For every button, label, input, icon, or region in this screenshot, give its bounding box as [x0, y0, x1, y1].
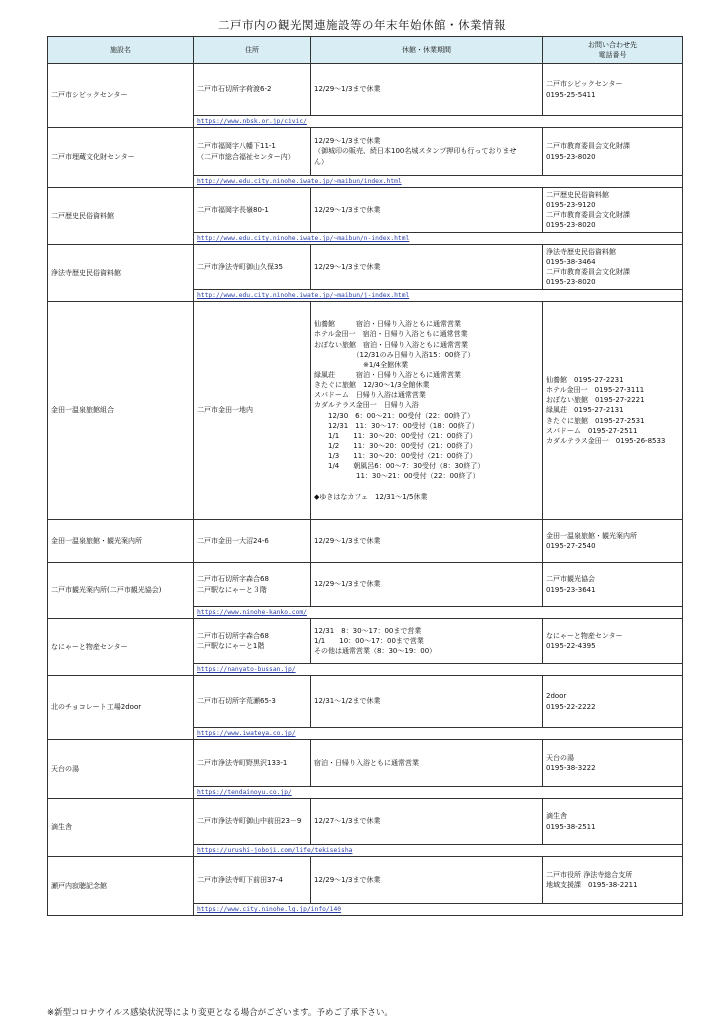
contact-line: 仙養館 0195-27-2231	[546, 376, 624, 384]
contact-line: 二戸市教育委員会文化財課	[546, 268, 630, 276]
cell-address	[194, 740, 311, 787]
contact-line: 0195-23-3641	[546, 585, 596, 594]
period-line: （御城印の販売、続日本100名城スタンプ押印も行っておりませ	[314, 147, 517, 156]
header-contact-line2: 電話番号	[598, 51, 627, 59]
address-line: 二戸市石切所字森合68	[197, 575, 269, 584]
period-line: 1/2 11：30～20：00受付（21：00終了）	[314, 441, 477, 450]
cell-period	[311, 676, 543, 728]
closure-table	[47, 36, 683, 916]
period-line: ◆ゆきはなカフェ 12/31～1/5休業	[314, 492, 428, 501]
address-line: 二戸市石切所字荒瀬65-3	[197, 697, 276, 706]
website-link[interactable]: https://www.ninohe-kanko.com/	[197, 609, 307, 616]
contact-line: 0195-27-2540	[546, 542, 596, 550]
header-address: 住所	[194, 37, 311, 64]
period-line: 12/29～1/3まで休業	[314, 536, 381, 545]
contact-line: なにゃーと物産センター	[546, 631, 623, 640]
url-cell	[194, 664, 683, 676]
period-line: 12/29～1/3まで休業	[314, 262, 381, 271]
facility-name: なにゃーと物産センター	[48, 619, 194, 676]
period-line: 仙養館 宿泊・日帰り入浴ともに通常営業	[314, 320, 461, 329]
period-line: 1/1 10：00～17：00まで営業	[314, 636, 424, 645]
period-line: 12/27～1/3まで休業	[314, 817, 381, 826]
contact-line: 地域支援課 0195-38-2211	[546, 881, 638, 889]
period-line: ※1/4全館休業	[314, 360, 409, 369]
url-cell	[194, 176, 683, 188]
contact-line: 0195-38-3222	[546, 764, 596, 772]
period-line: おぼない旅館 宿泊・日帰り入浴ともに通常営業	[314, 340, 468, 349]
contact-line: 二戸市シビックセンター	[546, 80, 623, 89]
cell-period	[311, 128, 543, 176]
address-line: 二戸駅なにゃーと1階	[197, 642, 265, 650]
url-cell	[194, 787, 683, 799]
period-line: 12/29～1/3まで休業	[314, 580, 381, 589]
period-line: きたぐに旅館 12/30～1/3全館休業	[314, 381, 430, 390]
url-cell	[194, 290, 683, 302]
contact-line: 浄法寺歴史民俗資料館	[546, 247, 616, 256]
cell-address	[194, 128, 311, 176]
url-cell	[194, 904, 683, 916]
period-line: 1/4 朝風呂6：00～7：30受付（8：30終了）	[314, 462, 485, 471]
period-line: ホテル金田一 宿泊・日帰り入浴ともに通常営業	[314, 330, 468, 339]
url-cell	[194, 116, 683, 128]
facility-name: 二戸歴史民俗資料館	[48, 188, 194, 245]
contact-line: 0195-22-4395	[546, 642, 596, 650]
contact-line: 0195-23-8020	[546, 152, 596, 161]
cell-period	[311, 245, 543, 290]
address-line: 二戸市石切所字荷渡6-2	[197, 85, 272, 94]
header-contact-line1: お問い合わせ先	[588, 40, 637, 49]
table-row	[48, 188, 683, 233]
table-row	[48, 740, 683, 787]
cell-contact	[543, 619, 683, 664]
address-line: 二戸駅なにゃーと３階	[197, 585, 267, 594]
address-line: 二戸市福岡字八幡下11-1	[197, 142, 276, 151]
cell-period	[311, 857, 543, 904]
cell-address	[194, 676, 311, 728]
period-line: 12/29～1/3まで休業	[314, 875, 381, 884]
website-link[interactable]: http://www.edu.city.ninohe.iwate.jp/~maibun/n-index.html	[197, 235, 410, 242]
facility-name: 二戸市シビックセンター	[48, 64, 194, 128]
header-contact	[543, 37, 683, 64]
address-line: 二戸市石切所字森合68	[197, 631, 269, 640]
table-row	[48, 520, 683, 563]
cell-contact	[543, 302, 683, 520]
contact-line: 0195-25-5411	[546, 90, 596, 99]
facility-name: 金田一温泉旅館組合	[48, 302, 194, 520]
contact-line: スパドーム 0195-27-2511	[546, 426, 638, 435]
period-line: 12/31 8：30～17：00まで営業	[314, 626, 422, 635]
facility-name: 天台の湯	[48, 740, 194, 799]
cell-period	[311, 619, 543, 664]
contact-line: 0195-23-9120	[546, 200, 596, 209]
period-line: 12/29～1/3まで休業	[314, 85, 381, 94]
cell-contact	[543, 740, 683, 787]
address-line: 二戸市浄法寺町御山中前田23－9	[197, 817, 302, 826]
cell-contact	[543, 563, 683, 607]
facility-name: 滴生舎	[48, 799, 194, 857]
table-row	[48, 128, 683, 176]
url-cell	[194, 845, 683, 857]
cell-period	[311, 563, 543, 607]
cell-address	[194, 563, 311, 607]
website-link[interactable]: https://www.nbsk.or.jp/civic/	[197, 118, 307, 125]
website-link[interactable]: http://www.edu.city.ninohe.iwate.jp/~maibun/j-index.html	[197, 292, 410, 299]
website-link[interactable]: http://www.edu.city.ninohe.iwate.jp/~maibun/index.html	[197, 178, 402, 185]
period-line: ん）	[314, 157, 328, 166]
url-cell	[194, 728, 683, 740]
period-line: 12/29～1/3まで休業	[314, 137, 381, 146]
table-row	[48, 676, 683, 728]
cell-period	[311, 520, 543, 563]
url-cell	[194, 607, 683, 619]
contact-line: 0195-38-3464	[546, 257, 596, 266]
contact-line: 金田一温泉旅館・観光案内所	[546, 531, 637, 540]
period-line: 1/1 11：30～20：00受付（21：00終了）	[314, 431, 477, 440]
cell-address	[194, 619, 311, 664]
contact-line: 天台の湯	[546, 753, 574, 762]
cell-address	[194, 799, 311, 845]
facility-name: 北のチョコレート工場2door	[48, 676, 194, 740]
cell-period	[311, 64, 543, 116]
period-line: 1/3 11：30～20：00受付（21：00終了）	[314, 452, 477, 461]
contact-line: 二戸市役所 浄法寺総合支所	[546, 870, 633, 879]
contact-line: きたぐに旅館 0195-27-2531	[546, 416, 645, 425]
header-period: 休館・休業期間	[311, 37, 543, 64]
contact-line: 二戸市教育委員会文化財課	[546, 211, 630, 219]
table-row	[48, 64, 683, 116]
cell-period	[311, 302, 543, 520]
facility-name: 金田一温泉旅館・観光案内所	[48, 520, 194, 563]
contact-line: 0195-23-8020	[546, 221, 596, 230]
contact-line: ホテル金田一 0195-27-3111	[546, 386, 645, 395]
table-row	[48, 857, 683, 904]
cell-contact	[543, 128, 683, 176]
period-line: 12/31～1/2まで休業	[314, 697, 381, 706]
footnote: ※新型コロナウイルス感染状況等により変更となる場合がございます。予めご了承下さい。	[47, 1008, 393, 1018]
period-line	[314, 481, 539, 491]
address-line: （二戸市総合福祉センター内）	[197, 152, 295, 161]
website-link[interactable]: https://urushi-joboji.com/life/tekiseisha	[197, 847, 353, 854]
contact-line: 0195-23-8020	[546, 278, 596, 287]
cell-contact	[543, 799, 683, 845]
contact-line: 二戸市観光協会	[546, 575, 595, 584]
cell-address	[194, 520, 311, 563]
table-row	[48, 799, 683, 845]
cell-contact	[543, 857, 683, 904]
cell-contact	[543, 64, 683, 116]
period-line: 11：30～21：00受付（22：00終了）	[314, 472, 480, 481]
header-facility: 施設名	[48, 37, 194, 64]
cell-contact	[543, 245, 683, 290]
contact-line: 緑風荘 0195-27-2131	[546, 406, 624, 415]
website-link[interactable]: https://www.city.ninohe.lg.jp/info/140	[197, 906, 342, 913]
contact-line: 0195-22-2222	[546, 702, 596, 711]
period-line: その他は通常営業（8：30～19：00）	[314, 647, 437, 656]
header-row	[48, 37, 683, 64]
period-line: スパドーム 日帰り入浴は通常営業	[314, 391, 426, 400]
website-link[interactable]: https://tendainoyu.co.jp/	[197, 789, 292, 796]
period-line: 宿泊・日帰り入浴ともに通常営業	[314, 758, 419, 767]
cell-period	[311, 740, 543, 787]
website-link[interactable]: https://nanyato-bussan.jp/	[197, 666, 296, 673]
website-link[interactable]: https://www.iwateya.co.jp/	[197, 730, 296, 737]
address-line: 二戸市浄法寺町野黒沢133-1	[197, 758, 288, 767]
contact-line: 0195-38-2511	[546, 822, 596, 831]
address-line: 二戸市金田一地内	[197, 406, 253, 415]
cell-address	[194, 188, 311, 233]
cell-address	[194, 245, 311, 290]
cell-address	[194, 302, 311, 520]
cell-contact	[543, 520, 683, 563]
period-line: カダルテラス金田一 日帰り入浴	[314, 401, 419, 410]
cell-contact	[543, 188, 683, 233]
table-row	[48, 563, 683, 607]
period-line: 12/30 6：00～21：00受付（22：00終了）	[314, 411, 475, 420]
address-line: 二戸市金田一大沼24-6	[197, 536, 269, 545]
url-cell	[194, 233, 683, 245]
page-title: 二戸市内の観光関連施設等の年末年始休館・休業情報	[218, 18, 506, 32]
contact-line: 滴生舎	[546, 812, 567, 821]
address-line: 二戸市浄法寺町御山久保35	[197, 262, 283, 271]
table-row	[48, 302, 683, 520]
address-line: 二戸市浄法寺町下前田37-4	[197, 875, 283, 884]
cell-address	[194, 857, 311, 904]
contact-line: カダルテラス金田一 0195-26-8533	[546, 436, 666, 445]
cell-period	[311, 188, 543, 233]
facility-name: 二戸市埋蔵文化財センター	[48, 128, 194, 188]
table-row	[48, 245, 683, 290]
facility-name: 二戸市観光案内所(二戸市観光協会)	[48, 563, 194, 619]
cell-period	[311, 799, 543, 845]
period-line: 12/31 11：30～17：00受付（18：00終了）	[314, 421, 479, 430]
contact-line: おぼない旅館 0195-27-2221	[546, 396, 645, 405]
period-line: 緑風荘 宿泊・日帰り入浴ともに通常営業	[314, 370, 461, 379]
facility-name: 瀬戸内寂聴記念館	[48, 857, 194, 916]
contact-line: 二戸歴史民俗資料館	[546, 190, 609, 199]
contact-line: 二戸市教育委員会文化財課	[546, 142, 630, 151]
contact-line: 2door	[546, 692, 567, 701]
period-line: （12/31のみ日帰り入浴15：00終了）	[314, 350, 475, 359]
facility-name: 浄法寺歴史民俗資料館	[48, 245, 194, 302]
cell-contact	[543, 676, 683, 728]
cell-address	[194, 64, 311, 116]
address-line: 二戸市福岡字長嶺80-1	[197, 205, 269, 214]
table-row	[48, 619, 683, 664]
period-line: 12/29～1/3まで休業	[314, 205, 381, 214]
